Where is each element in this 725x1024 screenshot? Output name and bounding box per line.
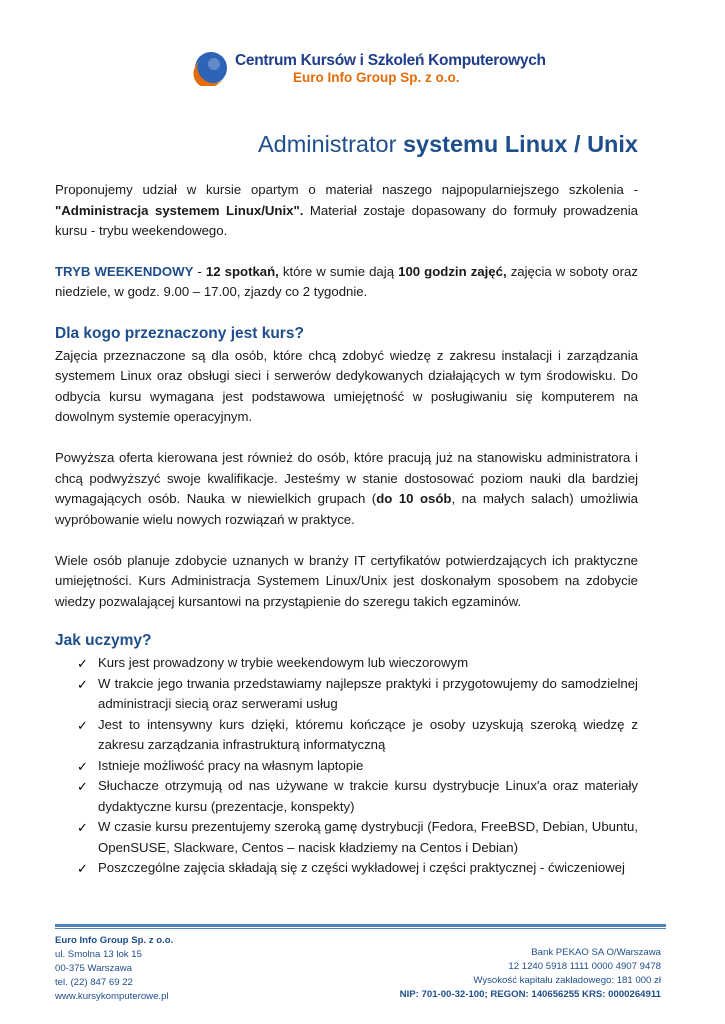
intro-text-b: Materiał zostaje dopasowany do formuły prowadzenia kursu - trybu weekendowego. xyxy=(55,202,638,238)
schedule-text-b: które w sumie dają xyxy=(278,263,399,279)
footer-divider-thin xyxy=(55,928,666,929)
footer-company: Euro Info Group Sp. z o.o. xyxy=(55,935,174,946)
document-body xyxy=(55,180,638,879)
list-item xyxy=(55,653,638,674)
footer-divider xyxy=(55,924,666,927)
checkmark-icon: ✓ xyxy=(77,656,88,671)
list-item-text: Kurs jest prowadzony w trybie weekendowym lub wieczorowym xyxy=(98,655,469,670)
logo-swirl-icon xyxy=(193,50,229,86)
intro-paragraph xyxy=(55,180,638,242)
method-list xyxy=(55,653,638,879)
list-item-text: Jest to intensywny kurs dzięki, któremu kończące je osoby uzyskują szeroką wiedzę z zakresu zarządzania infrastrukturą informatyczną xyxy=(98,716,638,752)
logo-title: Centrum Kursów i Szkoleń Komputerowych xyxy=(235,52,546,69)
audience-paragraph-1: Zajęcia przeznaczone są dla osób, które chcą zdobyć wiedzę z zakresu instalacji i zarządzania systemem Linux oraz obsługi sieci i serwerów dedykowanych działających w tym środowisku. Do odbycia kursu wymagana jest podstawowa umiejętność w posługiwaniu się komputerem na dowolnym systemie operacyjnym. xyxy=(55,347,638,424)
meetings-count: 12 spotkań, xyxy=(205,263,279,279)
list-item-text: W czasie kursu prezentujemy szeroką gamę dystrybucji (Fedora, FreeBSD, Debian, Ubuntu, OpenSUSE, Slackware, Centos – nacisk kładziemy na Centos i Debian) xyxy=(98,819,638,855)
intro-text-a: Proponujemy udział w kursie opartym o materiał naszego najpopularniejszego szkolenia - xyxy=(55,182,638,197)
page-title xyxy=(258,131,638,158)
audience-paragraph-2 xyxy=(55,448,638,530)
footer-account: 12 1240 5918 1111 0000 4907 9478 xyxy=(508,961,661,972)
list-item xyxy=(55,674,638,715)
checkmark-icon: ✓ xyxy=(77,758,88,774)
list-item-text: Słuchacze otrzymują od nas używane w trakcie kursu dystrybucje Linux'a oraz materiały dydaktyczne kursu (prezentacje, konspekty) xyxy=(98,778,638,814)
course-name: "Administracja systemem Linux/Unix". xyxy=(55,202,304,218)
footer-capital: Wysokość kapitału zakładowego: 181 000 zł xyxy=(473,975,661,986)
audience-text-b: , na małych salach) umożliwia wypróbowanie wielu nowych rozwiązań w praktyce. xyxy=(55,491,638,527)
footer-address xyxy=(55,934,173,1004)
company-logo xyxy=(193,48,546,88)
logo-subtitle: Euro Info Group Sp. z o.o. xyxy=(293,70,460,85)
footer-bank: Bank PEKAO SA O/Warszawa xyxy=(531,947,661,958)
list-item-text: Poszczególne zajęcia składają się z części wykładowej i części praktycznej - ćwiczeniowej xyxy=(98,860,625,875)
footer-city: 00-375 Warszawa xyxy=(55,963,132,974)
checkmark-icon: ✓ xyxy=(77,676,88,692)
title-prefix: Administrator xyxy=(257,131,403,157)
section-heading-audience: Dla kogo przeznaczony jest kurs? xyxy=(55,324,304,342)
schedule-sep: - xyxy=(193,263,206,279)
audience-text-a: Powyższa oferta kierowana jest również do osób, które pracują już na stanowisku administratora i chcą podwyższyć swoje kwalifikacje. Jesteśmy w stanie dostosować poziom nauki dla bardziej wymagających osób. Nauka w niewielkich grupach ( xyxy=(55,450,638,506)
footer-website-link[interactable]: www.kursykomputerowe.pl xyxy=(55,991,169,1002)
list-item xyxy=(55,715,638,756)
mode-label: TRYB WEEKENDOWY xyxy=(55,263,194,279)
list-item xyxy=(55,858,638,879)
footer-company-details xyxy=(400,946,661,1002)
checkmark-icon: ✓ xyxy=(77,779,88,794)
group-size: do 10 osób xyxy=(376,491,452,506)
section-heading-method: Jak uczymy? xyxy=(55,632,152,649)
checkmark-icon: ✓ xyxy=(77,861,88,876)
list-item xyxy=(55,776,638,817)
hours-count: 100 godzin zajęć, xyxy=(398,263,507,279)
footer-phone: tel. (22) 847 69 22 xyxy=(55,977,133,988)
audience-paragraph-3: Wiele osób planuje zdobycie uznanych w branży IT certyfikatów potwierdzających ich praktyczne umiejętności. Kurs Administracja Systemem Linux/Unix jest doskonałym sposobem na zdobycie wiedzy pozwalającej kursantowi na przystąpienie do szeregu takich egzaminów. xyxy=(55,552,638,609)
list-item-text: Istnieje możliwość pracy na własnym laptopie xyxy=(98,757,364,773)
schedule-paragraph xyxy=(55,262,638,303)
checkmark-icon: ✓ xyxy=(77,717,88,733)
footer-registry: NIP: 701-00-32-100; REGON: 140656255 KRS: 0000264911 xyxy=(399,989,661,1000)
schedule-text-c: zajęcia w soboty oraz niedziele, w godz. 9.00 – 17.00, zjazdy co 2 tygodnie. xyxy=(55,263,638,299)
checkmark-icon: ✓ xyxy=(77,820,88,835)
list-item xyxy=(55,756,638,777)
list-item xyxy=(55,817,638,858)
list-item-text: W trakcie jego trwania przedstawiamy najlepsze praktyki i przygotowujemy do samodzielnej administracji siecią oraz serwerami usług xyxy=(98,675,638,711)
footer-street: ul. Smolna 13 lok 15 xyxy=(55,949,142,960)
title-bold: systemu Linux / Unix xyxy=(402,131,638,157)
